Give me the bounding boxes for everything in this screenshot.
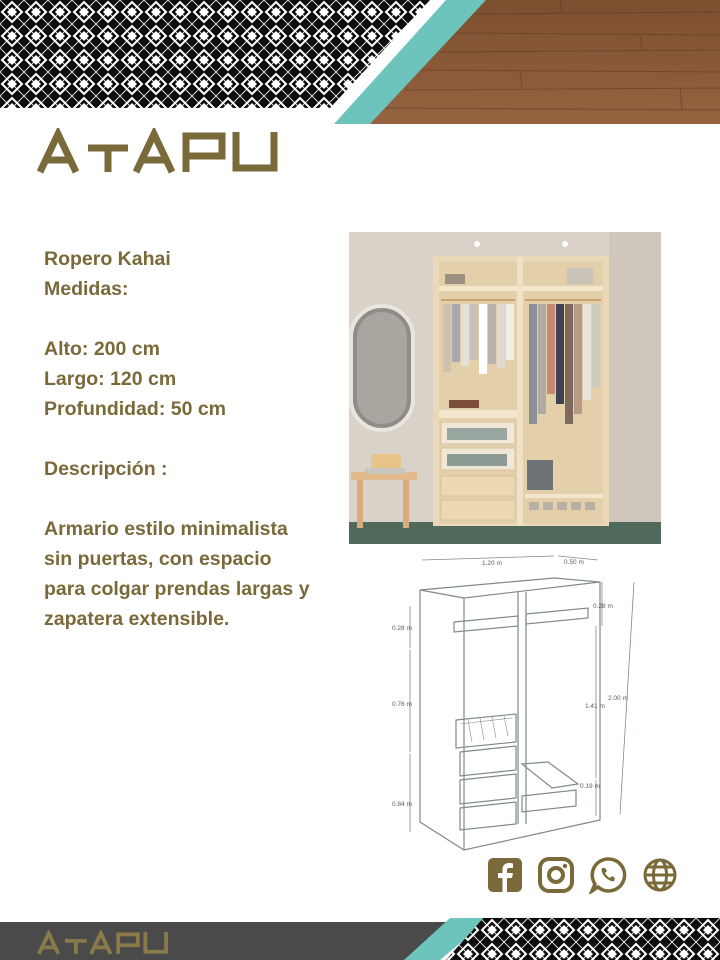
measures-label: Medidas: xyxy=(44,278,129,300)
wardrobe-photo xyxy=(349,232,661,544)
dim-total-height: 2.00 m xyxy=(608,695,628,702)
dim-depth: 0.50 m xyxy=(564,559,584,566)
social-icons xyxy=(485,856,685,898)
instagram-icon[interactable] xyxy=(537,856,575,894)
description-label: Descripción : xyxy=(44,458,168,480)
product-title: Ropero Kahai xyxy=(44,248,171,270)
depth-measure: Profundidad: 50 cm xyxy=(44,398,227,420)
wardrobe-diagram xyxy=(388,552,646,852)
dim-hanging-left: 0.76 m xyxy=(392,701,412,708)
description-line: sin puertas, con espacio xyxy=(44,548,272,570)
globe-icon[interactable] xyxy=(641,856,679,894)
description-line: Armario estilo minimalista xyxy=(44,518,288,540)
footer-atapu-logo xyxy=(36,930,170,955)
description-line: zapatera extensible. xyxy=(44,608,230,630)
whatsapp-icon[interactable] xyxy=(589,856,627,894)
dim-top-shelf-right: 0.28 m xyxy=(593,603,613,610)
height-measure: Alto: 200 cm xyxy=(44,338,160,360)
header-pattern xyxy=(0,0,430,108)
dim-bottom-left: 0.84 m xyxy=(392,801,412,808)
facebook-icon[interactable] xyxy=(487,856,523,894)
dim-hanging-right: 1.41 m xyxy=(585,703,605,710)
atapu-logo xyxy=(36,128,280,174)
dim-bottom-right: 0.19 m xyxy=(580,783,600,790)
dim-width: 1.20 m xyxy=(482,560,502,567)
description-line: para colgar prendas largas y xyxy=(44,578,310,600)
width-measure: Largo: 120 cm xyxy=(44,368,177,390)
product-info xyxy=(44,244,344,634)
dim-top-shelf-left: 0.28 m xyxy=(392,625,412,632)
